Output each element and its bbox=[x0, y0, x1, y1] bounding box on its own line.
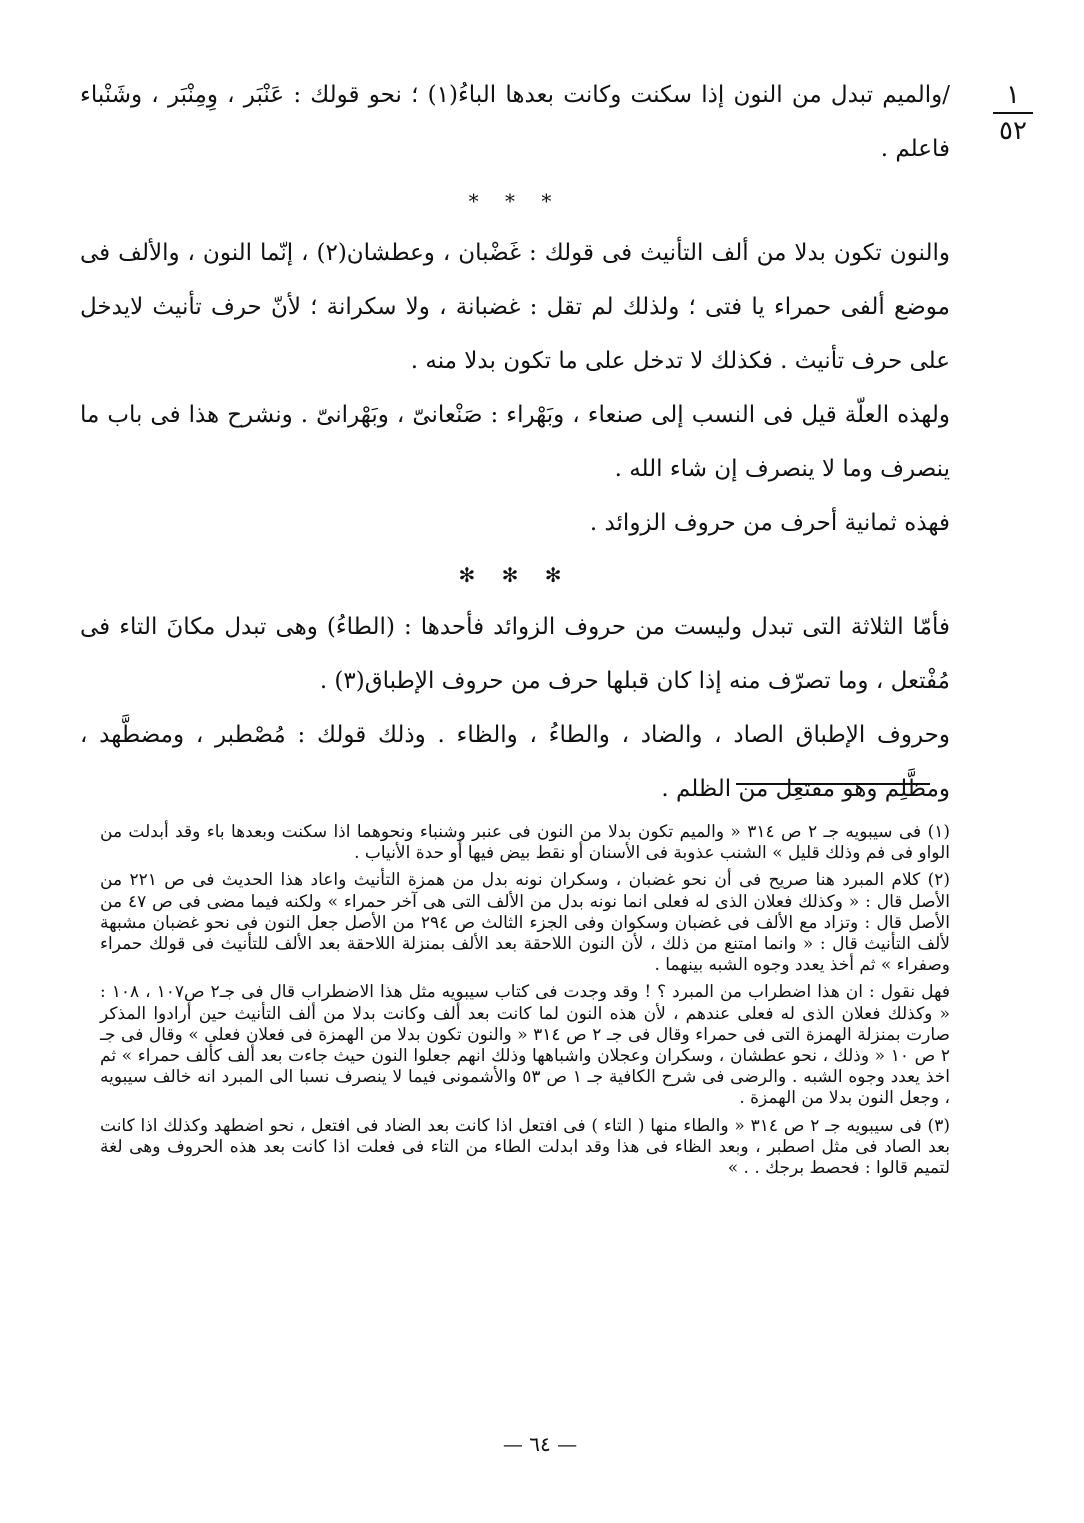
paragraph-3: ولهذه العلّة قيل فى النسب إلى صنعاء ، وبَهْراء : صَنْعانىّ ، وبَهْرانىّ . ونشرح هذا فى باب ما ينصرف وما لا ينصرف إن شاء الله . bbox=[80, 402, 950, 482]
section-separator-1: * * * bbox=[468, 189, 562, 213]
main-text bbox=[80, 68, 950, 816]
footnote-1: (١) فى سيبويه جـ ٢ ص ٣١٤ « والميم تكون بدلا من النون فى عنبر وشنباء ونحوهما اذا سكنت وبعدها باء وقد أبدلت من الواو فى فم وذلك قليل » الشنب عذوبة فى الأسنان أو نقط بيض فيها أو حدة الأنياب . bbox=[100, 822, 950, 864]
paragraph-4: فهذه ثمانية أحرف من حروف الزوائد . bbox=[589, 510, 950, 536]
section-separator-2: ✻ ✻ ✻ bbox=[458, 563, 572, 587]
paragraph-5: فأمّا الثلاثة التى تبدل وليست من حروف الزوائد فأحدها : (الطاءُ) وهى تبدل مكانَ التاء فى مُفْتعل ، وما تصرّف منه إذا كان قبلها حرف من حروف الإطباق(٣) . bbox=[80, 614, 950, 694]
footnote-2-continued: فهل نقول : ان هذا اضطراب من المبرد ؟ ! وقد وجدت فى كتاب سيبويه مثل هذا الاضطراب قال فى جـ٢ ص١٠٧ ، ١٠٨ : « وكذلك فعلان الذى له فعلى عندهم ، لأن هذه النون لما كانت بعد ألف وكانت بدلا من ألف التأنيث حين أرادوا المذكر صارت بمنزلة الهمزة التى فى حمراء وقال فى جـ ٢ ص ٣١٤ « والنون تكون بدلا من الهمزة فى فعلان فعلى » وقال فى جـ ٢ ص ١٠ « وذلك ، نحو عطشان ، وسكران وعجلان واشباهها وذلك انهم جعلوا النون حيث جاءت بعد ألف كألف حمراء » ثم اخذ يعدد وجوه الشبه . والرضى فى شرح الكافية جـ ١ ص ٥٣ والأشمونى فيما لا ينصرف نسبا الى المبرد انه خالف سيبويه ، وجعل النون بدلا من الهمزة . bbox=[100, 982, 950, 1109]
footnote-2: (٢) كلام المبرد هنا صريح فى أن نحو غضبان ، وسكران نونه بدل من همزة التأنيث واعاد هذا الحديث فى ص ٢٢١ من الأصل قال : « وكذلك فعلان الذى له فعلى انما نونه بدل من الألف التى هى آخر حمراء » ولكنه فيما مضى فى ص ٤٧ من الأصل قال : وتزاد مع الألف فى غضبان وسكوان وفى الجزء الثالث ص ٢٩٤ من الأصل جعل النون فى نحو غضبان مشبهة لألف التأنيث قال : « وانما امتنع من ذلك ، لأن النون اللاحقة بعد الألف بمنزلة اللاحقة بعد الألف للتأنيث فى قولك حمراء وصفراء » ثم أخذ يعدد وجوه الشبه بينهما . bbox=[100, 870, 951, 976]
margin-ref-rule bbox=[993, 112, 1033, 114]
paragraph-2: والنون تكون بدلا من ألف التأنيث فى قولك : غَضْبان ، وعطشان(٢) ، إنّما النون ، والألف فى موضع ألفى حمراء يا فتى ؛ ولذلك لم تقل : غضبانة ، ولا سكرانة ؛ لأنّ حرف تأنيث لايدخل على حرف تأنيث . فكذلك لا تدخل على ما تكون بدلا منه . bbox=[80, 240, 950, 374]
margin-reference bbox=[990, 80, 1036, 146]
margin-ref-bottom: ٥٢ bbox=[999, 116, 1027, 146]
paragraph-6: وحروف الإطباق الصاد ، والضاد ، والطاءُ ، والظاء . وذلك قولك : مُصْطبر ، ومضطَّهد ، ومظَّلِم وهو مفتعِل من الظلم . bbox=[80, 722, 950, 802]
footnote-divider bbox=[736, 783, 930, 785]
footnotes bbox=[100, 822, 950, 1185]
footnote-3: (٣) فى سيبويه جـ ٢ ص ٣١٤ « والطاء منها ( التاء ) فى افتعل اذا كانت بعد الضاد فى افتعل ، نحو اضطهد وكذلك اذا كانت بعد الصاد فى مثل اصطبر ، وبعد الظاء فى هذا وقد ابدلت الطاء من التاء فى فعلت اذا كانت بعد هذه الحروف وهى لغة لتميم قالوا : فحصط برجك . . » bbox=[100, 1115, 950, 1179]
page-number: — ٦٤ — bbox=[502, 1432, 578, 1456]
paragraph-1: /والميم تبدل من النون إذا سكنت وكانت بعدها الباءُ(١) ؛ نحو قولك : عَنْبَر ، وِمِنْبَر ، وشَنْباء فاعلم . bbox=[80, 82, 951, 162]
margin-ref-top: ١ bbox=[1006, 80, 1020, 110]
